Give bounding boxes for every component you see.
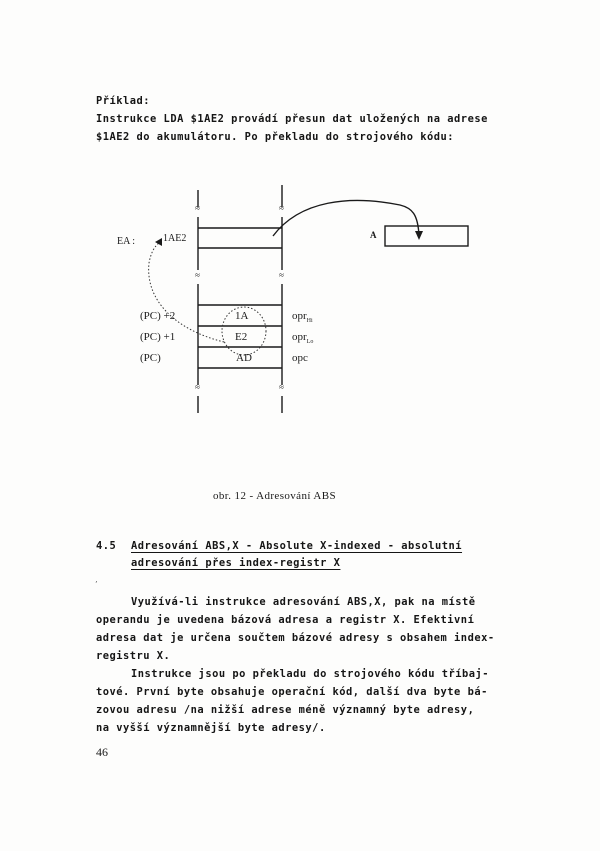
figure-caption: obr. 12 - Adresování ABS (213, 490, 336, 502)
scan-speck: ’ (95, 580, 98, 589)
paragraph-1-line-4: registru X. (96, 650, 171, 662)
paragraph-1-line-1: Využívá-li instrukce adresování ABS,X, pak na místě (131, 596, 476, 608)
ea-link-curve (149, 243, 224, 342)
break-symbol-left-1: ≈ (195, 203, 200, 213)
paragraph-2-line-1: Instrukce jsou po překladu do strojového kódu tříbaj- (131, 668, 490, 680)
pc-plus-2-label: (PC) +2 (140, 310, 176, 322)
paragraph-1-line-2: operandu je uvedena bázová adresa a registr X. Efektivní (96, 614, 475, 626)
ea-link-arrowhead (155, 238, 162, 246)
section-title-line-2: adresování přes index-registr X (131, 557, 341, 569)
ea-value: 1AE2 (163, 233, 187, 244)
paragraph-2-line-4: na vyšší významnější byte adresy/. (96, 722, 326, 734)
break-symbol-right-3: ≈ (279, 382, 284, 392)
section-title-line-1: Adresování ABS,X - Absolute X-indexed - absolutní (131, 540, 463, 552)
example-line-2: $1AE2 do akumulátoru. Po překladu do strojového kódu: (96, 131, 455, 143)
transfer-arrow (273, 200, 419, 236)
example-heading: Příklad: (96, 95, 151, 107)
break-symbol-right-1: ≈ (279, 203, 284, 213)
accumulator-label: A (370, 230, 377, 240)
pc-label: (PC) (140, 352, 161, 364)
paragraph-1-line-3: adresa dat je určena součtem bázové adresy s obsahem index- (96, 632, 495, 644)
page-number: 46 (96, 745, 108, 759)
section-number: 4.5 (96, 540, 117, 552)
cell-value-ad: AD (236, 352, 252, 364)
opcode-label: opc (292, 352, 308, 364)
paragraph-2-line-2: tové. První byte obsahuje operační kód, další dva byte bá- (96, 686, 488, 698)
break-symbol-left-2: ≈ (195, 270, 200, 280)
operand-lo-label: opr$_{Lo}$ (292, 331, 314, 346)
transfer-arrowhead (415, 231, 423, 240)
cell-value-1a: 1A (235, 310, 249, 322)
pc-plus-1-label: (PC) +1 (140, 331, 176, 343)
example-line-1: Instrukce LDA $1AE2 provádí přesun dat uložených na adrese (96, 113, 488, 125)
cell-value-e2: E2 (235, 331, 248, 343)
operand-hi-label: opr$_{Hi}$ (292, 310, 313, 325)
accumulator-box (385, 226, 468, 246)
break-symbol-right-2: ≈ (279, 270, 284, 280)
ea-label: EA : (117, 236, 136, 247)
break-symbol-left-3: ≈ (195, 382, 200, 392)
paragraph-2-line-3: zovou adresu /na nižší adrese méně významný byte adresy, (96, 704, 475, 716)
